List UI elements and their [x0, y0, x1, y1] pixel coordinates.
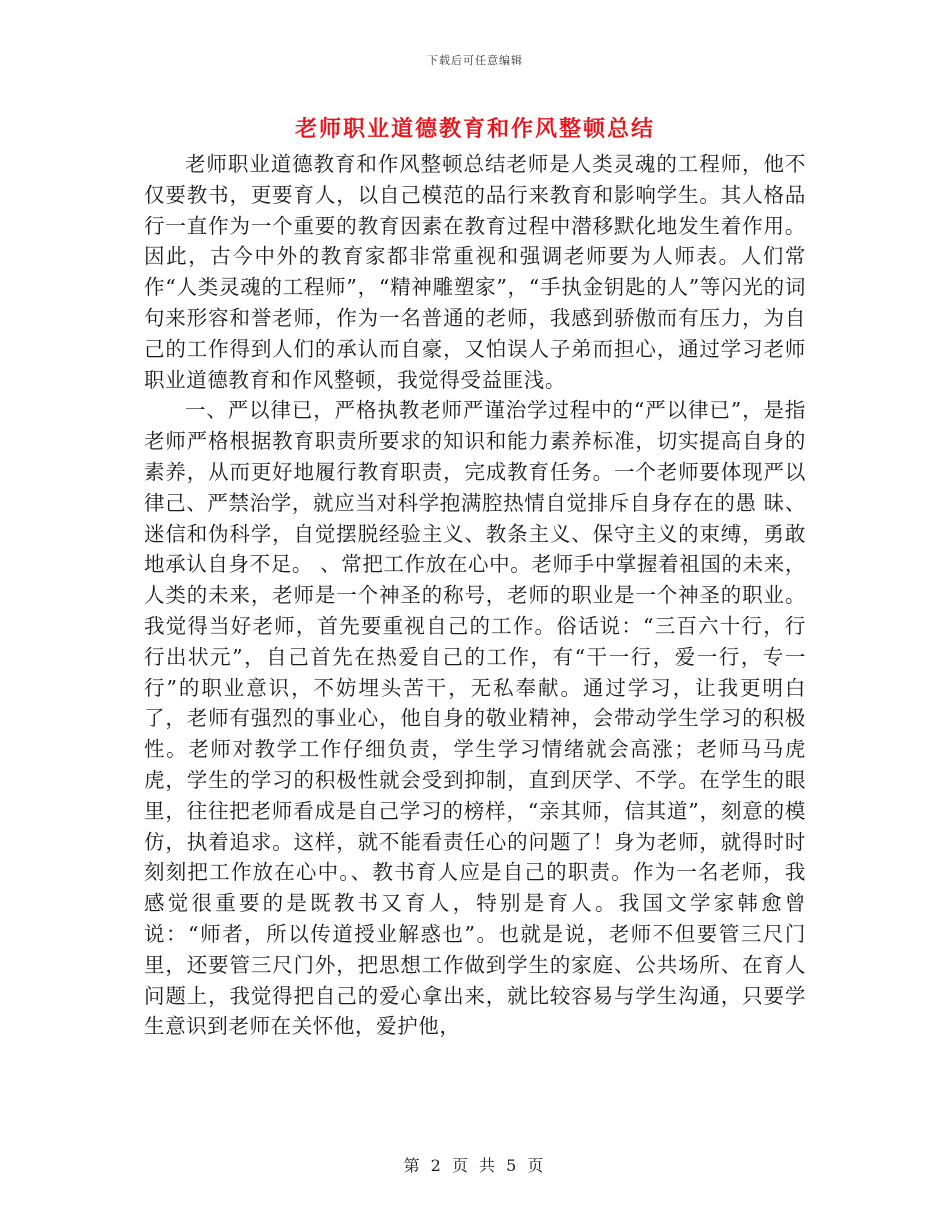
header-note: 下载后可任意编辑 [427, 54, 523, 67]
footer-suffix: 页 [527, 1156, 547, 1175]
total-page-count: 5 [506, 1156, 520, 1175]
document-body [144, 149, 806, 1042]
footer-mid: 页 共 [451, 1156, 499, 1175]
page-footer [0, 1153, 950, 1176]
footer-prefix: 第 [403, 1156, 423, 1175]
paragraph: 一、严以律已，严格执教老师严谨治学过程中的“严以律已”，是指老师严格根据教育职责所要求的知识和能力素养标准，切实提高自身的素养，从而更好地履行教育职责，完成教育任务。一个老师要体现严以律己、严禁治学，就应当对科学抱满腔热情自觉排斥自身存在的愚 昧、迷信和伪科学，自觉摆脱经验主义、教条主义、保守主义的束缚，勇敢地承认自身不足。 、常把工作放在心中。老师手中掌握着祖国的未来，人类的未来，老师是一个神圣的称号，老师的职业是一个神圣的职业。我觉得当好老师，首先要重视自己的工作。俗话说：“三百六十行，行行出状元”，自己首先在热爱自己的工作，有“干一行，爱一行，专一行”的职业意识，不妨埋头苦干，无私奉献。通过学习，让我更明白了，老师有强烈的事业心，他自身的敬业精神，会带动学生学习的积极性。老师对教学工作仔细负责，学生学习情绪就会高涨；老师马马虎虎，学生的学习的积极性就会受到抑制，直到厌学、不学。在学生的眼里，往往把老师看成是自己学习的榜样，“亲其师，信其道”，刻意的模仿，执着追求。这样，就不能看责任心的问题了！身为老师，就得时时刻刻把工作放在心中。、教书育人应是自己的职责。作为一名老师，我感觉很重要的是既教书又育人，特别是育人。我国文学家韩愈曾说：“师者，所以传道授业解惑也”。也就是说，老师不但要管三尺门里，还要管三尺门外，把思想工作做到学生的家庭、公共场所、在育人问题上，我觉得把自己的爱心拿出来，就比较容易与学生沟通，只要学生意识到老师在关怀他，爱护他， [144, 398, 806, 1039]
document-title: 老师职业道德教育和作风整顿总结 [294, 117, 655, 142]
paragraph: 老师职业道德教育和作风整顿总结老师是人类灵魂的工程师，他不仅要教书，更要育人，以自己模范的品行来教育和影响学生。其人格品行一直作为一个重要的教育因素在教育过程中潜移默化地发生着作用。因此，古今中外的教育家都非常重视和强调老师要为人师表。人们常作“人类灵魂的工程师”，“精神雕塑家”，“手执金钥匙的人”等闪光的词句来形容和誉老师，作为一名普通的老师，我感到骄傲而有压力，为自己的工作得到人们的承认而自豪，又怕误人子弟而担心，通过学习老师职业道德教育和作风整顿，我觉得受益匪浅。 [144, 152, 806, 392]
current-page-number: 2 [430, 1156, 444, 1175]
